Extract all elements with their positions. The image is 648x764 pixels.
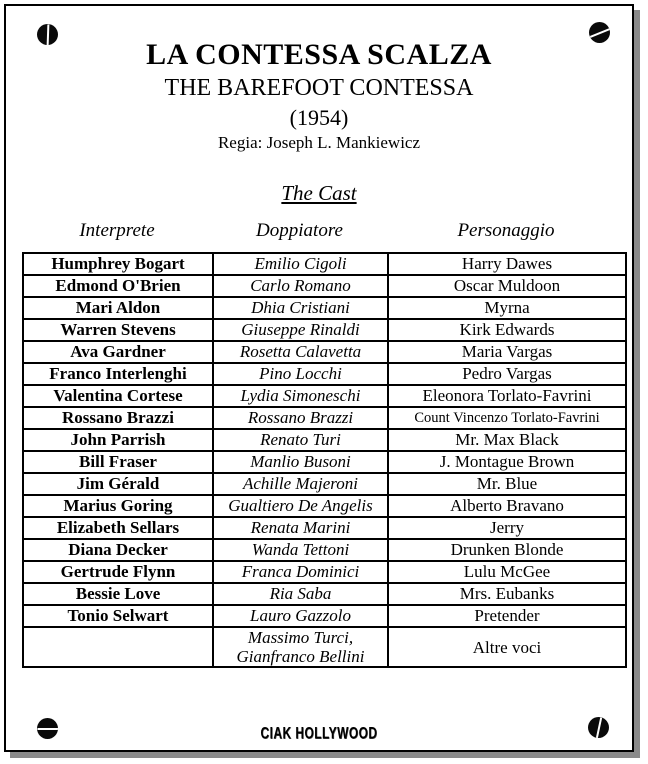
cell-doppiatore: Pino Locchi bbox=[213, 363, 388, 385]
cell-interprete: Humphrey Bogart bbox=[23, 253, 213, 275]
cell-interprete: Valentina Cortese bbox=[23, 385, 213, 407]
cell-personaggio: Kirk Edwards bbox=[388, 319, 626, 341]
cell-interprete: Gertrude Flynn bbox=[23, 561, 213, 583]
title-english: THE BAREFOOT CONTESSA bbox=[164, 75, 474, 101]
column-header-doppiatore: Doppiatore bbox=[256, 220, 343, 241]
cell-personaggio: Oscar Muldoon bbox=[388, 275, 626, 297]
table-row bbox=[23, 385, 626, 407]
cell-doppiatore: Lydia Simoneschi bbox=[213, 385, 388, 407]
table-row bbox=[23, 627, 626, 667]
table-row bbox=[23, 341, 626, 363]
cell-interprete: Elizabeth Sellars bbox=[23, 517, 213, 539]
director-credit: Regia: Joseph L. Mankiewicz bbox=[217, 133, 421, 152]
cell-doppiatore: Renata Marini bbox=[213, 517, 388, 539]
cell-personaggio: Myrna bbox=[388, 297, 626, 319]
cell-doppiatore: Franca Dominici bbox=[213, 561, 388, 583]
cell-interprete: Rossano Brazzi bbox=[23, 407, 213, 429]
cast-table bbox=[22, 252, 627, 668]
cell-doppiatore: Emilio Cigoli bbox=[213, 253, 388, 275]
cell-doppiatore: Dhia Cristiani bbox=[213, 297, 388, 319]
cell-doppiatore: Manlio Busoni bbox=[213, 451, 388, 473]
cell-personaggio: Eleonora Torlato-Favrini bbox=[388, 385, 626, 407]
table-row bbox=[23, 407, 626, 429]
table-row bbox=[23, 253, 626, 275]
cell-interprete: Edmond O'Brien bbox=[23, 275, 213, 297]
table-row bbox=[23, 473, 626, 495]
screw-slot bbox=[589, 28, 609, 38]
cell-personaggio: Mr. Blue bbox=[388, 473, 626, 495]
cell-personaggio: Harry Dawes bbox=[388, 253, 626, 275]
cell-doppiatore: Rosetta Calavetta bbox=[213, 341, 388, 363]
cell-interprete: Bessie Love bbox=[23, 583, 213, 605]
cell-personaggio: Drunken Blonde bbox=[388, 539, 626, 561]
table-row bbox=[23, 429, 626, 451]
table-row bbox=[23, 605, 626, 627]
cell-interprete: Mari Aldon bbox=[23, 297, 213, 319]
page-border-frame bbox=[4, 4, 634, 752]
table-row bbox=[23, 517, 626, 539]
table-row bbox=[23, 363, 626, 385]
cell-doppiatore: Gualtiero De Angelis bbox=[213, 495, 388, 517]
cell-doppiatore: Lauro Gazzolo bbox=[213, 605, 388, 627]
cell-personaggio: Altre voci bbox=[388, 627, 626, 667]
cell-doppiatore: Achille Majeroni bbox=[213, 473, 388, 495]
cell-doppiatore: Ria Saba bbox=[213, 583, 388, 605]
cell-personaggio: Mrs. Eubanks bbox=[388, 583, 626, 605]
header bbox=[6, 6, 632, 154]
table-row bbox=[23, 451, 626, 473]
cell-interprete: Franco Interlenghi bbox=[23, 363, 213, 385]
cell-interprete: Bill Fraser bbox=[23, 451, 213, 473]
table-row bbox=[23, 583, 626, 605]
table-row bbox=[23, 539, 626, 561]
cell-personaggio: J. Montague Brown bbox=[388, 451, 626, 473]
screw-icon bbox=[37, 24, 58, 45]
cell-personaggio: Pedro Vargas bbox=[388, 363, 626, 385]
ciak-hollywood-logo: CIAK HOLLYWOOD bbox=[260, 723, 378, 742]
cell-interprete: Tonio Selwart bbox=[23, 605, 213, 627]
table-row bbox=[23, 561, 626, 583]
release-year: (1954) bbox=[289, 105, 349, 130]
table-row bbox=[23, 275, 626, 297]
cast-heading-wrap bbox=[6, 181, 632, 206]
cell-interprete: Ava Gardner bbox=[23, 341, 213, 363]
table-row bbox=[23, 319, 626, 341]
title-italian: LA CONTESSA SCALZA bbox=[146, 38, 492, 71]
table-row bbox=[23, 495, 626, 517]
cell-interprete: Warren Stevens bbox=[23, 319, 213, 341]
cell-doppiatore: Massimo Turci, Gianfranco Bellini bbox=[213, 627, 388, 667]
cell-interprete: John Parrish bbox=[23, 429, 213, 451]
cell-interprete: Marius Goring bbox=[23, 495, 213, 517]
cast-table-body bbox=[23, 253, 626, 667]
table-row bbox=[23, 297, 626, 319]
cell-personaggio: Lulu McGee bbox=[388, 561, 626, 583]
cell-personaggio: Maria Vargas bbox=[388, 341, 626, 363]
cell-doppiatore: Renato Turi bbox=[213, 429, 388, 451]
cell-interprete: Jim Gérald bbox=[23, 473, 213, 495]
cell-personaggio: Mr. Max Black bbox=[388, 429, 626, 451]
screw-icon bbox=[589, 22, 610, 43]
cell-doppiatore: Wanda Tettoni bbox=[213, 539, 388, 561]
cell-interprete bbox=[23, 627, 213, 667]
cast-heading: The Cast bbox=[281, 181, 357, 205]
cell-personaggio: Jerry bbox=[388, 517, 626, 539]
cell-doppiatore: Giuseppe Rinaldi bbox=[213, 319, 388, 341]
cell-personaggio: Pretender bbox=[388, 605, 626, 627]
column-header-interprete: Interprete bbox=[79, 220, 155, 241]
column-header-personaggio: Personaggio bbox=[457, 220, 555, 241]
cell-personaggio: Alberto Bravano bbox=[388, 495, 626, 517]
screw-slot bbox=[46, 24, 49, 45]
cell-doppiatore: Rossano Brazzi bbox=[213, 407, 388, 429]
cell-interprete: Diana Decker bbox=[23, 539, 213, 561]
cell-personaggio: Count Vincenzo Torlato-Favrini bbox=[388, 407, 626, 429]
table-column-headers bbox=[22, 220, 625, 242]
cell-doppiatore: Carlo Romano bbox=[213, 275, 388, 297]
